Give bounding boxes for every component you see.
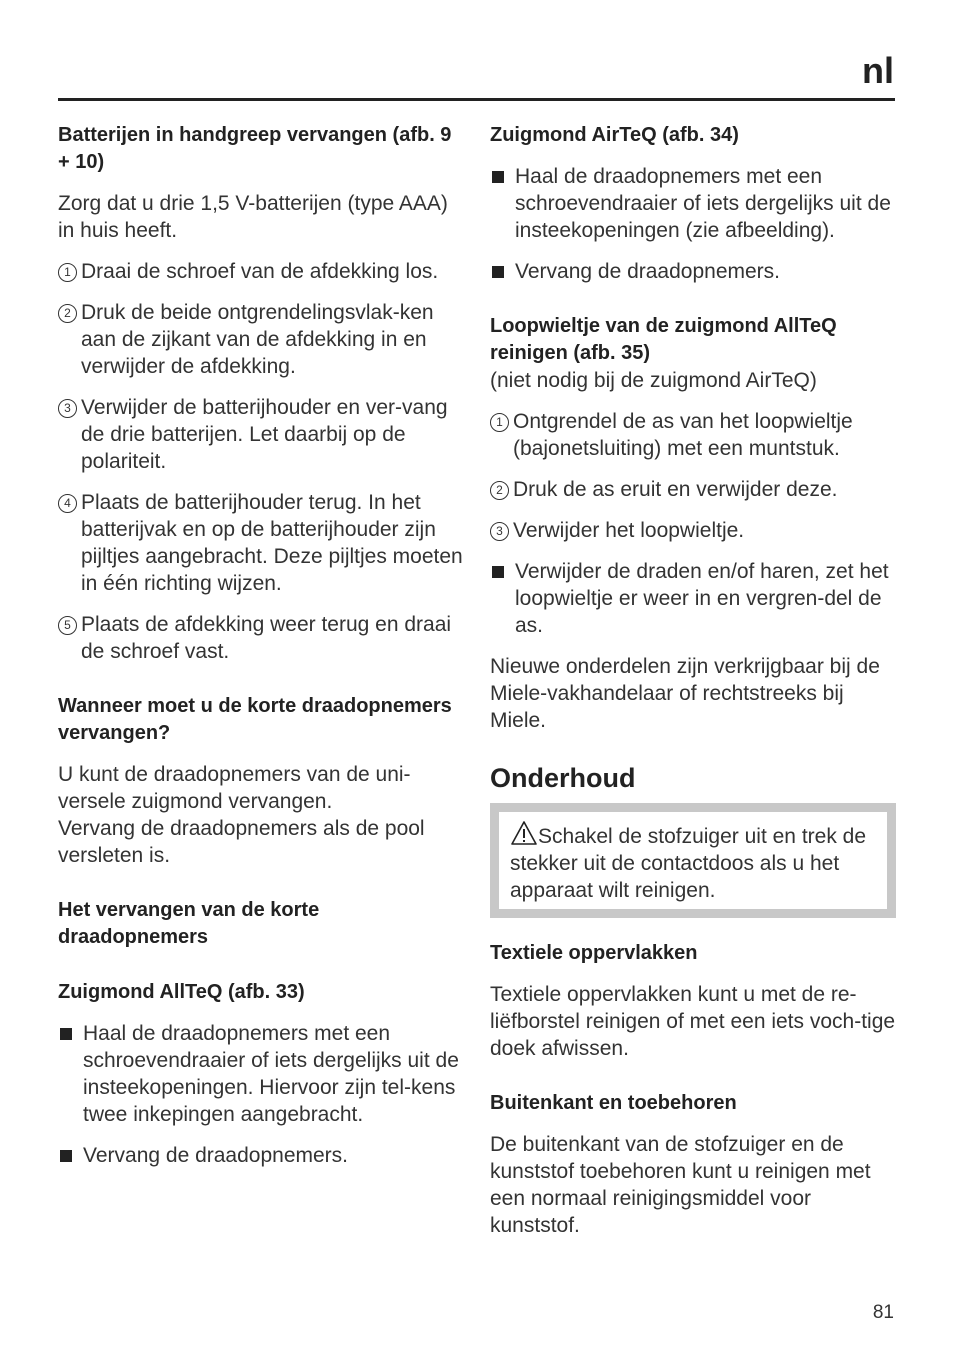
step-text: Verwijder het loopwieltje. bbox=[513, 519, 745, 542]
step-1 bbox=[490, 408, 896, 462]
step-number: 3 bbox=[58, 399, 77, 418]
step-4 bbox=[58, 489, 466, 597]
language-code: nl bbox=[862, 50, 894, 91]
heading-exterior: Buitenkant en toebehoren bbox=[490, 1092, 737, 1114]
exterior-text: De buitenkant van de stofzuiger en de kunststof toebehoren kunt u reinigen met een normaal reinigingsmiddel voor kunststof. bbox=[490, 1133, 871, 1237]
bullet-text: Vervang de draadopnemers. bbox=[83, 1144, 349, 1167]
step-2 bbox=[58, 299, 466, 380]
bullet-text: Vervang de draadopnemers. bbox=[515, 260, 781, 283]
step-3 bbox=[58, 394, 466, 475]
bullet-item bbox=[490, 558, 896, 639]
step-3 bbox=[490, 517, 896, 544]
parts-availability: Nieuwe onderdelen zijn verkrijgbaar bij de Miele-vakhandelaar of rechtstreeks bij Miele. bbox=[490, 655, 880, 732]
bullet-square-icon bbox=[492, 266, 504, 278]
bullet-item bbox=[58, 1020, 466, 1128]
bullet-text: Haal de draadopnemers met een schroevendraaier of iets dergelijks uit de insteekopeningen. Hiervoor zijn tel-kens twee inkepingen aangebracht. bbox=[83, 1022, 459, 1126]
warning-content bbox=[499, 812, 887, 909]
bullet-text: Verwijder de draden en/of haren, zet het loopwieltje er weer in en vergren-del de as. bbox=[515, 560, 889, 637]
bullet-item bbox=[490, 163, 896, 244]
battery-intro: Zorg dat u drie 1,5 V-batterijen (type AAA) in huis heeft. bbox=[58, 192, 448, 242]
step-text: Plaats de afdekking weer terug en draai de schroef vast. bbox=[81, 613, 452, 663]
bullet-square-icon bbox=[492, 566, 504, 578]
bullet-square-icon bbox=[492, 171, 504, 183]
replace-info-2: Vervang de draadopnemers als de pool versleten is. bbox=[58, 817, 425, 867]
wheel-note: (niet nodig bij de zuigmond AirTeQ) bbox=[490, 369, 817, 392]
right-column bbox=[490, 122, 896, 1239]
heading-airteq: Zuigmond AirTeQ (afb. 34) bbox=[490, 124, 739, 146]
step-text: Druk de beide ontgrendelingsvlak-ken aan de zijkant van de afdekking in en verwijder de afdekking. bbox=[81, 301, 434, 378]
step-5 bbox=[58, 611, 466, 665]
heading-battery: Batterijen in handgreep vervangen (afb. 9 + 10) bbox=[58, 124, 452, 173]
step-number: 1 bbox=[58, 263, 77, 282]
step-number: 2 bbox=[490, 481, 509, 500]
bullet-item bbox=[58, 1142, 466, 1169]
step-number: 5 bbox=[58, 616, 77, 635]
bullet-square-icon bbox=[60, 1028, 72, 1040]
step-number: 3 bbox=[490, 522, 509, 541]
warning-triangle-icon bbox=[510, 820, 538, 846]
warning-box bbox=[490, 803, 896, 918]
heading-allteq: Zuigmond AllTeQ (afb. 33) bbox=[58, 981, 305, 1003]
replace-info-1: U kunt de draadopnemers van de uni-versele zuigmond vervangen. bbox=[58, 763, 411, 813]
page-number: 81 bbox=[872, 1302, 894, 1323]
step-text: Plaats de batterijhouder terug. In het batterijvak en op de batterijhouder zijn pijltjes aangebracht. Deze pijltjes moeten in één richting wijzen. bbox=[81, 491, 463, 595]
step-1 bbox=[58, 258, 466, 285]
bullet-text: Haal de draadopnemers met een schroevendraaier of iets dergelijks uit de insteekopeningen (zie afbeelding). bbox=[515, 165, 891, 242]
heading-when-replace: Wanneer moet u de korte draadopnemers vervangen? bbox=[58, 695, 452, 744]
heading-wheel: Loopwieltje van de zuigmond AllTeQ reinigen (afb. 35) bbox=[490, 315, 837, 364]
heading-replacing: Het vervangen van de korte draadopnemers bbox=[58, 899, 320, 948]
step-number: 4 bbox=[58, 494, 77, 513]
textile-text: Textiele oppervlakken kunt u met de re-liëfborstel reinigen of met een iets voch-tige doek afwissen. bbox=[490, 983, 896, 1060]
step-number: 1 bbox=[490, 413, 509, 432]
warning-text: Schakel de stofzuiger uit en trek de stekker uit de contactdoos als u het apparaat wilt reinigen. bbox=[510, 825, 867, 902]
step-number: 2 bbox=[58, 304, 77, 323]
bullet-item bbox=[490, 258, 896, 285]
step-2 bbox=[490, 476, 896, 503]
heading-textile: Textiele oppervlakken bbox=[490, 942, 698, 964]
step-text: Druk de as eruit en verwijder deze. bbox=[513, 478, 838, 501]
header-rule bbox=[58, 98, 895, 101]
section-title-onderhoud: Onderhoud bbox=[490, 763, 636, 793]
step-text: Ontgrendel de as van het loopwieltje (bajonetsluiting) met een muntstuk. bbox=[513, 410, 853, 460]
bullet-square-icon bbox=[60, 1150, 72, 1162]
step-text: Draai de schroef van de afdekking los. bbox=[81, 260, 439, 283]
left-column bbox=[58, 122, 466, 1169]
step-text: Verwijder de batterijhouder en ver-vang de drie batterijen. Let daarbij op de polariteit. bbox=[81, 396, 448, 473]
